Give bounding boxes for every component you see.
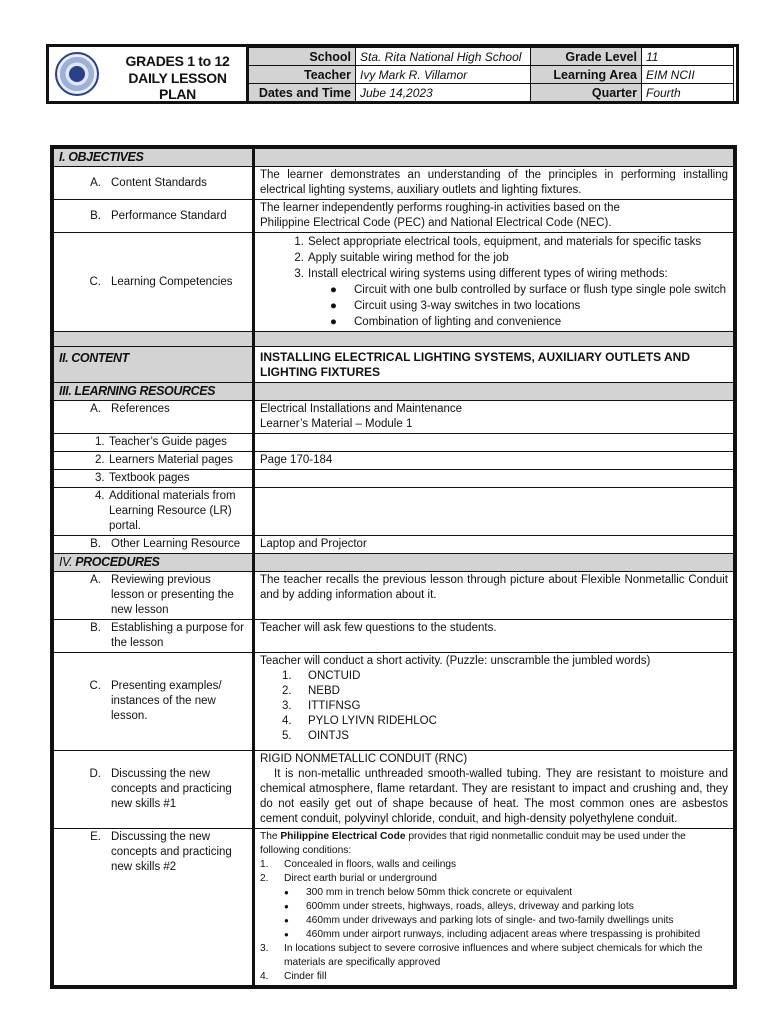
procedure-b-row — [54, 620, 734, 653]
procedure-a-text: The teacher recalls the previous lesson through picture about Flexible Nonmetallic Conduit and by adding information about it. — [254, 572, 734, 620]
other-resource-letter: B. — [90, 538, 101, 550]
content-heading: II. CONTENT — [54, 347, 254, 383]
puzzle-word-2: NEBD — [308, 685, 340, 697]
resources-heading-row — [54, 383, 734, 401]
performance-standard-label: Performance Standard — [111, 209, 227, 222]
procedure-c-label-cell — [54, 653, 254, 751]
procedure-b-label: Establishing a purpose for the lesson — [111, 622, 244, 649]
references-label: References — [111, 403, 170, 415]
procedure-e-label-cell — [54, 829, 254, 986]
procedure-d-cell — [254, 751, 734, 829]
teacher-label: Teacher — [249, 66, 356, 84]
puzzle-num-3: 3. — [282, 700, 292, 712]
procedure-a-letter: A. — [90, 574, 101, 586]
quarter-value: Fourth — [642, 84, 734, 102]
procedure-a-label-cell — [54, 572, 254, 620]
procedure-b-text: Teacher will ask few questions to the students. — [254, 620, 734, 653]
condition-bullet-4: 460mm under airport runways, including adjacent areas where trespassing is prohibited — [306, 929, 701, 940]
references-line1: Electrical Installations and Maintenance — [260, 403, 463, 415]
puzzle-num-1: 1. — [282, 670, 292, 682]
competencies-label-cell — [54, 233, 254, 332]
procedure-e-letter: E. — [90, 831, 101, 843]
content-standards-text: The learner demonstrates an understanding of the principles in performing installing electrical lighting systems, auxiliary outlets and lighting fixtures. — [254, 167, 734, 200]
resource-sub-value-4 — [254, 488, 734, 536]
condition-num-4: 4. — [260, 971, 269, 982]
references-letter: A. — [90, 403, 101, 415]
grade-level-value: 11 — [642, 48, 734, 66]
resource-sub-num-1: 1. — [95, 436, 105, 448]
puzzle-word-1: ONCTUID — [308, 670, 361, 682]
content-spacer-row — [54, 332, 734, 347]
resource-sub-label-cell-1 — [54, 434, 254, 452]
competency-text-1: Select appropriate electrical tools, equipment, and materials for specific tasks — [308, 236, 702, 248]
resource-sub-row-1 — [54, 434, 734, 452]
other-resource-label-cell — [54, 536, 254, 554]
procedure-e-intro-bold: Philippine Electrical Code — [280, 831, 406, 842]
quarter-label: Quarter — [531, 84, 642, 102]
condition-bullet-2: 600mm under streets, highways, roads, alleys, driveway and parking lots — [306, 901, 634, 912]
references-text-cell — [254, 401, 734, 434]
procedure-d-text: It is non-metallic unthreaded smooth-walled tubing. They are resistant to moisture and chemical atmosphere, flame retardant. They are resistant to impact and crushing and, they do not easily get out of shape because of heat. The most common ones are asbestos cement conduit, polyvinyl chloride, conduit, and high-density polyethylene conduit. — [260, 768, 728, 825]
puzzle-word-4: PYLO LYIVN RIDEHLOC — [308, 715, 437, 727]
lesson-plan-header — [46, 44, 739, 104]
content-standards-label-cell — [54, 167, 254, 200]
competencies-list-cell — [254, 233, 734, 332]
objectives-heading-blank — [254, 149, 734, 167]
procedure-e-row — [54, 829, 734, 986]
competency-num-3: 3. — [294, 268, 304, 280]
content-standards-row — [54, 167, 734, 200]
resource-sub-num-4: 4. — [95, 490, 105, 502]
teacher-value: Ivy Mark R. Villamor — [356, 66, 531, 84]
performance-standard-text-cell — [254, 200, 734, 233]
procedure-a-row — [54, 572, 734, 620]
header-info-grid — [248, 47, 734, 102]
lesson-plan-table — [50, 145, 737, 989]
school-label: School — [249, 48, 356, 66]
content-spacer-right — [254, 332, 734, 347]
resource-sub-value-3 — [254, 470, 734, 488]
condition-num-2: 2. — [260, 873, 269, 884]
grade-level-label: Grade Level — [531, 48, 642, 66]
procedure-c-cell — [254, 653, 734, 751]
deped-seal-icon — [55, 52, 99, 96]
condition-bullet-3: 460mm under driveways and parking lots of single- and two-family dwellings units — [306, 915, 674, 926]
procedure-e-cell — [254, 829, 734, 986]
bullet-icon: ● — [284, 888, 289, 897]
resource-sub-label-cell-4 — [54, 488, 254, 536]
objectives-heading-row — [54, 149, 734, 167]
bullet-icon: ● — [330, 316, 337, 328]
performance-standard-line2: Philippine Electrical Code (PEC) and National Electrical Code (NEC). — [260, 217, 612, 229]
performance-standard-line1: The learner independently performs roughing-in activities based on the — [260, 202, 620, 214]
header-title-line1: GRADES 1 to 12 — [125, 53, 230, 69]
procedure-d-label-cell — [54, 751, 254, 829]
bullet-icon: ● — [330, 284, 337, 296]
resource-sub-label-2: Learners Material pages — [109, 454, 234, 466]
bullet-icon: ● — [284, 902, 289, 911]
procedure-b-letter: B. — [90, 622, 101, 634]
procedure-c-letter: C. — [89, 680, 101, 692]
other-resource-row — [54, 536, 734, 554]
performance-standard-letter: B. — [90, 209, 101, 222]
procedure-e-intro-pre: The — [260, 831, 281, 842]
procedures-heading: PROCEDURES — [75, 555, 160, 569]
condition-text-3: In locations subject to severe corrosive influences and where subject chemicals for which the materials are specifically approved — [284, 943, 703, 968]
seal-center — [69, 66, 85, 82]
puzzle-word-3: ITTIFNSG — [308, 700, 361, 712]
resource-sub-label-1: Teacher’s Guide pages — [109, 436, 227, 448]
learning-area-label: Learning Area — [531, 66, 642, 84]
competency-bullet-1: Circuit with one bulb controlled by surface or flush type single pole switch — [354, 284, 727, 296]
resource-sub-label-cell-3 — [54, 470, 254, 488]
competencies-label: Learning Competencies — [111, 275, 233, 288]
other-resource-label: Other Learning Resource — [111, 538, 241, 550]
procedures-heading-cell — [54, 554, 254, 572]
competency-text-3: Install electrical wiring systems using different types of wiring methods: — [308, 268, 668, 280]
condition-num-1: 1. — [260, 859, 269, 870]
resource-sub-label-cell-2 — [54, 452, 254, 470]
content-row — [54, 347, 734, 383]
bullet-icon: ● — [284, 916, 289, 925]
other-resource-value: Laptop and Projector — [254, 536, 734, 554]
resource-sub-value-1 — [254, 434, 734, 452]
procedure-c-row — [54, 653, 734, 751]
content-text: INSTALLING ELECTRICAL LIGHTING SYSTEMS, AUXILIARY OUTLETS AND LIGHTING FIXTURES — [254, 347, 734, 383]
competency-text-2: Apply suitable wiring method for the job — [308, 252, 509, 264]
references-label-cell — [54, 401, 254, 434]
resource-sub-label-4: Additional materials from Learning Resource (LR) portal. — [109, 490, 236, 532]
puzzle-num-2: 2. — [282, 685, 292, 697]
header-title-line2: DAILY LESSON PLAN — [128, 70, 227, 102]
condition-bullet-1: 300 mm in trench below 50mm thick concrete or equivalent — [306, 887, 573, 898]
puzzle-num-5: 5. — [282, 730, 292, 742]
procedure-e-label: Discussing the new concepts and practicing new skills #2 — [111, 831, 232, 873]
procedure-c-intro: Teacher will conduct a short activity. (Puzzle: unscramble the jumbled words) — [260, 655, 651, 667]
references-row — [54, 401, 734, 434]
school-value: Sta. Rita National High School — [356, 48, 531, 66]
references-line2: Learner’s Material – Module 1 — [260, 418, 413, 430]
learning-area-value: EIM NCII — [642, 66, 734, 84]
performance-standard-row — [54, 200, 734, 233]
performance-standard-label-cell — [54, 200, 254, 233]
content-standards-letter: A. — [90, 176, 101, 189]
competency-bullet-2: Circuit using 3-way switches in two locations — [354, 300, 581, 312]
puzzle-word-5: OINTJS — [308, 730, 349, 742]
procedures-heading-prefix: IV. — [59, 555, 73, 569]
content-standards-label: Content Standards — [111, 176, 207, 189]
procedures-heading-blank — [254, 554, 734, 572]
content-spacer-left — [54, 332, 254, 347]
procedure-e-intro — [260, 830, 728, 858]
condition-text-4: Cinder fill — [284, 971, 327, 982]
competencies-row — [54, 233, 734, 332]
condition-num-3: 3. — [260, 943, 269, 954]
competencies-letter: C. — [89, 275, 101, 288]
bullet-icon: ● — [284, 930, 289, 939]
condition-text-2: Direct earth burial or underground — [284, 873, 437, 884]
objectives-heading: I. OBJECTIVES — [54, 149, 254, 167]
puzzle-num-4: 4. — [282, 715, 292, 727]
procedure-e-intro-post: provides that rigid nonmetallic conduit may be used under the following conditions: — [260, 831, 686, 856]
resource-sub-label-3: Textbook pages — [109, 472, 190, 484]
resources-heading: III. LEARNING RESOURCES — [54, 383, 254, 401]
resource-sub-row-3 — [54, 470, 734, 488]
competency-num-1: 1. — [294, 236, 304, 248]
resource-sub-value-2: Page 170-184 — [254, 452, 734, 470]
dates-time-value: Jube 14,2023 — [356, 84, 531, 102]
header-title-block — [49, 47, 248, 101]
bullet-icon: ● — [330, 300, 337, 312]
competency-num-2: 2. — [294, 252, 304, 264]
condition-text-1: Concealed in floors, walls and ceilings — [284, 859, 457, 870]
procedure-d-label: Discussing the new concepts and practicing new skills #1 — [111, 768, 232, 810]
procedure-d-row — [54, 751, 734, 829]
procedure-d-letter: D. — [89, 768, 101, 780]
procedure-a-label: Reviewing previous lesson or presenting the new lesson — [111, 574, 234, 616]
resource-sub-row-4 — [54, 488, 734, 536]
procedure-d-title: RIGID NONMETALLIC CONDUIT (RNC) — [260, 753, 468, 765]
procedure-c-label: Presenting examples/ instances of the new lesson. — [111, 680, 222, 722]
dates-time-label: Dates and Time — [249, 84, 356, 102]
procedures-heading-row — [54, 554, 734, 572]
resource-sub-row-2 — [54, 452, 734, 470]
resources-heading-blank — [254, 383, 734, 401]
competency-bullet-3: Combination of lighting and convenience — [354, 316, 562, 328]
procedure-b-label-cell — [54, 620, 254, 653]
resource-sub-num-2: 2. — [95, 454, 105, 466]
resource-sub-num-3: 3. — [95, 472, 105, 484]
